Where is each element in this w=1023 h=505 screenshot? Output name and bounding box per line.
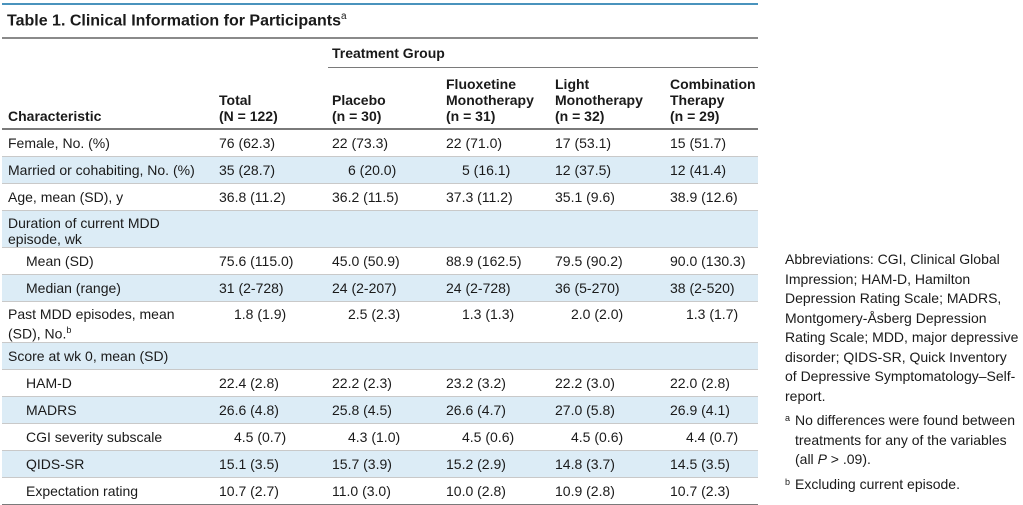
cell: 22.4 (2.8) — [214, 369, 328, 396]
cell: 38 (2-520) — [666, 275, 758, 302]
cell: 2.0 (2.0) — [551, 302, 666, 343]
footnote-b — [785, 475, 1021, 495]
row-label: Median (range) — [2, 275, 214, 302]
cell: 38.9 (12.6) — [666, 184, 758, 211]
cell: 75.6 (115.0) — [214, 248, 328, 275]
table-row — [2, 423, 758, 450]
cell: 10.0 (2.8) — [442, 477, 551, 504]
footnote-b-text: Excluding current episode. — [795, 475, 960, 492]
row-label: Past MDD episodes, mean (SD), No.$^b$ — [2, 302, 214, 343]
cell: 15 (51.7) — [666, 129, 758, 157]
cell: 31 (2-728) — [214, 275, 328, 302]
abbreviations-note: Abbreviations: CGI, Clinical Global Impression; HAM-D, Hamilton Depression Rating Scale; MADRS, Montgomery-Åsberg Depression Rating Scale; MDD, major depressive disorder; QIDS-SR, Quick Inventory of Depressive Symptomatology–Self-report. — [785, 251, 1019, 404]
cell: 26.6 (4.8) — [214, 396, 328, 423]
cell: 1.3 (1.7) — [666, 302, 758, 343]
row-label: Score at wk 0, mean (SD) — [2, 342, 214, 369]
col-header-total: Total (N = 122) — [214, 68, 328, 130]
cell: 36.2 (11.5) — [328, 184, 442, 211]
title-footnote-mark: a — [340, 11, 347, 22]
table-notes — [785, 250, 1021, 494]
cell: 24 (2-207) — [328, 275, 442, 302]
cell: 22.2 (3.0) — [551, 369, 666, 396]
cell: 76 (62.3) — [214, 129, 328, 157]
table-row — [2, 450, 758, 477]
table-row-section — [2, 211, 758, 248]
cell: 24 (2-728) — [442, 275, 551, 302]
cell: 15.7 (3.9) — [328, 450, 442, 477]
col-header-light: Light Monotherapy (n = 32) — [551, 68, 666, 130]
clinical-info-table — [2, 37, 758, 505]
cell: 35.1 (9.6) — [551, 184, 666, 211]
cell: 11.0 (3.0) — [328, 477, 442, 504]
table-row — [2, 184, 758, 211]
cell: 26.6 (4.7) — [442, 396, 551, 423]
cell: 4.4 (0.7) — [666, 423, 758, 450]
table-row — [2, 157, 758, 184]
cell: 4.5 (0.6) — [442, 423, 551, 450]
table-row-section — [2, 342, 758, 369]
table-row — [2, 477, 758, 504]
cell: 22.0 (2.8) — [666, 369, 758, 396]
col-header-characteristic: Characteristic — [2, 68, 214, 130]
cell: 37.3 (11.2) — [442, 184, 551, 211]
cell: 15.2 (2.9) — [442, 450, 551, 477]
footnote-b-mark: b — [66, 325, 72, 335]
cell: 1.3 (1.3) — [442, 302, 551, 343]
cell: 14.5 (3.5) — [666, 450, 758, 477]
treatment-group-header: Treatment Group — [328, 38, 758, 68]
cell: 10.9 (2.8) — [551, 477, 666, 504]
cell: 14.8 (3.7) — [551, 450, 666, 477]
table-row — [2, 369, 758, 396]
cell: 4.5 (0.6) — [551, 423, 666, 450]
footnote-a-mark: a — [785, 413, 791, 423]
row-label: Expectation rating — [2, 477, 214, 504]
cell: 1.8 (1.9) — [214, 302, 328, 343]
row-label: QIDS-SR — [2, 450, 214, 477]
table-row — [2, 302, 758, 343]
cell: 26.9 (4.1) — [666, 396, 758, 423]
row-label: CGI severity subscale — [2, 423, 214, 450]
cell: 2.5 (2.3) — [328, 302, 442, 343]
cell: 10.7 (2.7) — [214, 477, 328, 504]
row-label: Married or cohabiting, No. (%) — [2, 157, 214, 184]
row-label: Mean (SD) — [2, 248, 214, 275]
cell: 45.0 (50.9) — [328, 248, 442, 275]
cell: 22.2 (2.3) — [328, 369, 442, 396]
cell: 17 (53.1) — [551, 129, 666, 157]
row-label: Female, No. (%) — [2, 129, 214, 157]
footnote-a: a No differences were found between treatments for any of the variables (all P > .09). — [785, 411, 1021, 470]
header-spacer — [214, 38, 328, 68]
cell: 10.7 (2.3) — [666, 477, 758, 504]
table-row — [2, 248, 758, 275]
cell: 36.8 (11.2) — [214, 184, 328, 211]
cell: 22 (71.0) — [442, 129, 551, 157]
cell: 23.2 (3.2) — [442, 369, 551, 396]
cell: 88.9 (162.5) — [442, 248, 551, 275]
row-label: MADRS — [2, 396, 214, 423]
cell: 5 (16.1) — [442, 157, 551, 184]
cell: 12 (41.4) — [666, 157, 758, 184]
cell: 4.3 (1.0) — [328, 423, 442, 450]
col-header-placebo: Placebo (n = 30) — [328, 68, 442, 130]
cell: 12 (37.5) — [551, 157, 666, 184]
cell: 27.0 (5.8) — [551, 396, 666, 423]
col-header-fluoxetine: Fluoxetine Monotherapy (n = 31) — [442, 68, 551, 130]
cell: 90.0 (130.3) — [666, 248, 758, 275]
cell: 79.5 (90.2) — [551, 248, 666, 275]
cell: 6 (20.0) — [328, 157, 442, 184]
cell: 25.8 (4.5) — [328, 396, 442, 423]
cell: 15.1 (3.5) — [214, 450, 328, 477]
row-label: HAM-D — [2, 369, 214, 396]
table-container — [2, 37, 758, 505]
title-rule — [2, 3, 758, 5]
table-row — [2, 129, 758, 157]
table-row — [2, 275, 758, 302]
col-header-combination: Combination Therapy (n = 29) — [666, 68, 758, 130]
cell: 35 (28.7) — [214, 157, 328, 184]
footnote-b-note-mark: b — [785, 476, 791, 487]
row-label: Age, mean (SD), y — [2, 184, 214, 211]
cell: 4.5 (0.7) — [214, 423, 328, 450]
table-title: Table 1. Clinical Information for Participants$^a$ — [7, 11, 347, 30]
cell: 22 (73.3) — [328, 129, 442, 157]
cell: 36 (5-270) — [551, 275, 666, 302]
header-spacer — [2, 38, 214, 68]
table-row — [2, 396, 758, 423]
row-label: Duration of current MDD episode, wk — [2, 211, 214, 248]
